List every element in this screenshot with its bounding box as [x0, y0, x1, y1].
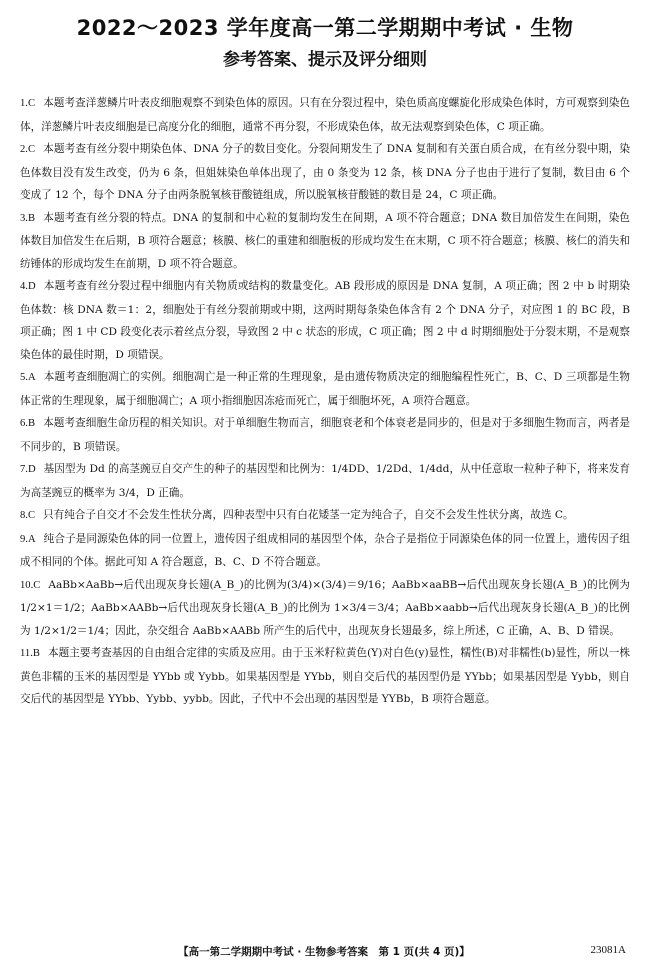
footer-page-info: 【高一第二学期期中考试 · 生物参考答案 第 1 页(共 4 页)】 [178, 946, 470, 958]
answer-list [20, 92, 630, 711]
document-title: 2022～2023 学年度高一第二学期期中考试 · 生物 [76, 16, 574, 40]
item-explanation: 基因型为 Dd 的高茎豌豆自交产生的种子的基因型和比例为：1/4DD、1/2Dd、1/4dd，从中任意取一粒种子种下，将来发育为高茎豌豆的概率为 3/4，D 正确。 [20, 463, 630, 499]
item-answer: C [33, 579, 41, 591]
item-number: 4. [20, 281, 28, 292]
item-answer: B [32, 648, 40, 659]
answer-item-6 [20, 412, 630, 458]
answer-item-9 [20, 528, 630, 574]
item-explanation: 本题考查细胞生命历程的相关知识。对于单细胞生物而言，细胞衰老和个体衰老是同步的，但是对于多细胞生物而言，两者是不同步的，B 项错误。 [20, 417, 630, 453]
item-answer: D [27, 281, 36, 292]
item-answer: C [27, 98, 36, 109]
item-number: 2. [20, 144, 28, 155]
page-footer [0, 944, 648, 962]
answer-item-8 [20, 504, 630, 528]
item-number: 10. [20, 579, 34, 591]
answer-item-3 [20, 207, 630, 276]
item-explanation: 本题考查有丝分裂的特点。DNA 的复制和中心粒的复制均发生在间期，A 项不符合题意；DNA 数目加倍发生在间期，染色体数目加倍发生在后期，B 项符合题意；核膜、核仁的重建和细胞板的形成均发生在末期，C 项不符合题意；核膜、核仁的消失和纺锤体的形成均发生在前期，D 项不符合题意。 [20, 211, 630, 270]
item-number: 7. [20, 464, 28, 475]
footer-doc-code: 23081A [590, 944, 626, 956]
document-subtitle: 参考答案、提示及评分细则 [223, 50, 427, 70]
item-explanation: 本题考查有丝分裂过程中细胞内有关物质或结构的数量变化。AB 段形成的原因是 DNA 复制，A 项正确；图 2 中 b 时期染色体数：核 DNA 数＝1：2，细胞处于有丝分裂前期或中期，这两时期每条染色体含有 2 个 DNA 分子，对应图 1 的 BC 段，B 项正确；图 1 中 CD 段变化表示着丝点分裂，导致图 2 中 c 状态的形成，C 项正确；图 2 中 d 时期细胞处于分裂末期，不是观察染色体的最佳时期，D 项错误。 [20, 280, 630, 361]
item-number: 8. [20, 510, 28, 521]
answer-item-7 [20, 458, 630, 504]
item-number: 1. [20, 98, 28, 109]
item-explanation: 本题考查洋葱鳞片叶表皮细胞观察不到染色体的原因。只有在分裂过程中，染色质高度螺旋化形成染色体时，方可观察到染色体，洋葱鳞片叶表皮细胞是已高度分化的细胞，通常不再分裂，不形成染色体，故无法观察到染色体，C 项正确。 [20, 97, 630, 133]
item-explanation: 本题考查有丝分裂中期染色体、DNA 分子的数目变化。分裂间期发生了 DNA 复制和有关蛋白质合成，在有丝分裂中期，染色体数目没有发生改变，仍为 6 条，但姐妹染色单体出现了，由 0 条变为 12 条，核 DNA 分子也由于进行了复制，数目由 6 个变成了 12 个，每个 DNA 分子由两条脱氧核苷酸链组成，所以脱氧核苷酸链的数目是 24，C 项正确。 [20, 143, 630, 201]
answer-item-4 [20, 275, 630, 366]
answer-item-11 [20, 642, 630, 711]
item-explanation: 纯合子是同源染色体的同一位置上，遗传因子组成相同的基因型个体，杂合子是指位于同源染色体的同一位置上，遗传因子组成不相同的个体。据此可知 A 符合题意，B、C、D 不符合题意。 [20, 532, 630, 568]
answer-item-2 [20, 138, 630, 207]
item-number: 11. [20, 648, 33, 659]
item-answer: B [27, 212, 36, 224]
item-explanation: 只有纯合子自交才不会发生性状分离，四种表型中只有白花矮茎一定为纯合子，自交不会发生性状分离，故选 C。 [43, 509, 574, 521]
answer-item-5 [20, 366, 630, 412]
item-number: 5. [20, 372, 28, 383]
item-answer: D [27, 464, 36, 475]
item-number: 9. [20, 533, 28, 545]
item-answer: A [27, 372, 36, 383]
item-explanation: 本题考查细胞凋亡的实例。细胞凋亡是一种正常的生理现象，是由遗传物质决定的细胞编程性死亡，B、C、D 三项都是生物体正常的生理现象，属于细胞凋亡；A 项小指细胞因冻疮而死亡，属于细胞坏死，A 项符合题意。 [20, 371, 630, 407]
item-number: 6. [20, 418, 28, 429]
answer-item-10 [20, 574, 630, 643]
item-answer: C [27, 510, 36, 521]
item-answer: C [27, 144, 36, 155]
item-answer: A [27, 533, 36, 545]
answer-item-1 [20, 92, 630, 138]
item-number: 3. [20, 212, 28, 224]
item-explanation: AaBb×AaBb→后代出现灰身长翅(A_B_)的比例为(3/4)×(3/4)＝9/16；AaBb×aaBB→后代出现灰身长翅(A_B_)的比例为 1/2×1＝1/2；AaBb×AABb→后代出现灰身长翅(A_B_)的比例为 1×3/4＝3/4；AaBb×aabb→后代出现灰身长翅(A_B_)的比例为 1/2×1/2＝1/4；因此，杂交组合 AaBb×AABb 所产生的后代中，出现灰身长翅最多，综上所述，C 正确，A、B、D 错误。 [20, 578, 630, 637]
item-explanation: 本题主要考查基因的自由组合定律的实质及应用。由于玉米籽粒黄色(Y)对白色(y)显性，糯性(B)对非糯性(b)显性，所以一株黄色非糯的玉米的基因型是 YYbb 或 Yybb。如果基因型是 YYbb，则自交后代的基因型仍是 YYbb；如果基因型是 Yybb，则自交后代的基因型是 YYbb、Yybb、yybb。因此，子代中不会出现的基因型是 YYBb，B 项符合题意。 [20, 647, 630, 705]
item-answer: B [27, 418, 36, 429]
